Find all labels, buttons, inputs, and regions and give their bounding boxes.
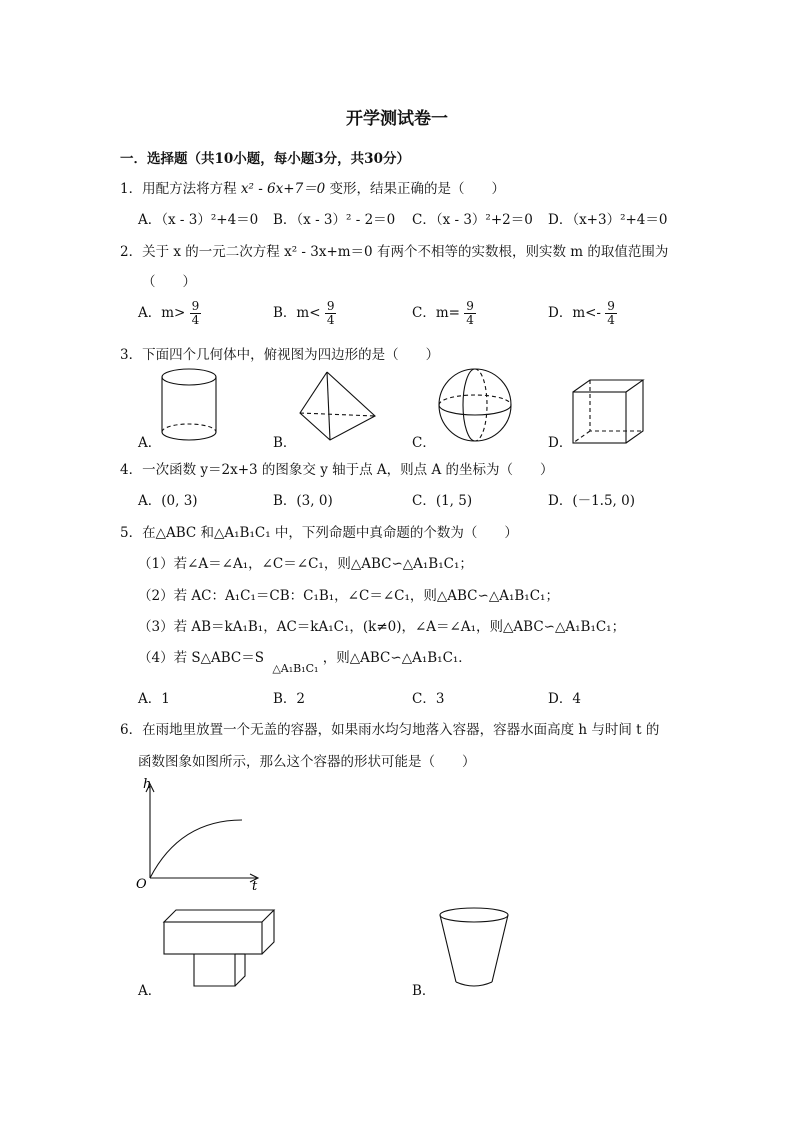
cup-container-icon (436, 906, 516, 990)
q5-item-3: （3）若 AB＝kA₁B₁，AC＝kA₁C₁，(k≠0)，∠A＝∠A₁，则△ABC∽△A₁B₁C₁； (138, 619, 626, 635)
axis-x-label: t (252, 879, 258, 894)
question-2-stem: 2．关于 x 的一元二次方程 x² - 3x+m＝0 有两个不相等的实数根，则实数 m 的取值范围为 (120, 244, 669, 260)
h-t-graph (130, 778, 270, 893)
q5-item-4-head: （4）若 S△ABC＝S (138, 650, 265, 666)
question-6-line-1: 6．在雨地里放置一个无盖的容器，如果雨水均匀地落入容器，容器水面高度 h 与时间 t 的 (120, 722, 660, 738)
q2-option-a-label: A．m> (138, 305, 186, 321)
t-shaped-container-icon (160, 908, 280, 990)
q5-item-4-tail: ，则△ABC∽△A₁B₁C₁． (322, 650, 472, 666)
q3-option-c[interactable]: C． (412, 435, 436, 451)
q1-prefix: 1．用配方法将方程 (120, 181, 241, 197)
denominator: 4 (607, 313, 615, 327)
question-4-stem: 4．一次函数 y＝2x+3 的图象交 y 轴于点 A，则点 A 的坐标为（ ） (120, 462, 554, 478)
q3-option-b[interactable]: B． (273, 435, 297, 451)
numerator: 9 (326, 299, 335, 313)
tetrahedron-icon (297, 370, 379, 446)
q5-item-2: （2）若 AC：A₁C₁＝CB：C₁B₁，∠C＝∠C₁，则△ABC∽△A₁B₁C₁； (138, 588, 559, 604)
section-heading: 一．选择题（共10小题，每小题3分，共30分） (120, 151, 410, 167)
fraction (464, 300, 476, 327)
origin-label: O (136, 877, 147, 892)
q1-suffix: 变形，结果正确的是（ ） (325, 181, 506, 197)
q1-option-a[interactable]: A．（x - 3）²+4＝0 (138, 212, 259, 228)
page-title: 开学测试卷一 (346, 109, 448, 129)
numerator: 9 (607, 299, 615, 313)
fraction (190, 300, 202, 327)
denominator: 4 (326, 313, 335, 327)
q1-option-c[interactable]: C．（x - 3）²+2＝0 (412, 212, 533, 228)
sphere-icon (437, 368, 513, 444)
q1-option-d[interactable]: D．（x+3）²+4＝0 (548, 212, 668, 228)
numerator: 9 (466, 299, 474, 313)
q5-item-1: （1）若∠A＝∠A₁，∠C＝∠C₁，则△ABC∽△A₁B₁C₁； (138, 556, 473, 572)
q3-option-d[interactable]: D． (548, 435, 573, 451)
q4-option-a[interactable]: A．(0, 3) (138, 493, 198, 509)
q5-option-a[interactable]: A．1 (138, 691, 170, 707)
q2-option-b[interactable] (273, 300, 336, 327)
q4-option-b[interactable]: B．(3, 0) (273, 493, 333, 509)
cylinder-icon (160, 368, 220, 444)
fraction (605, 300, 617, 327)
q6-option-b[interactable]: B． (412, 983, 436, 999)
q2-option-b-label: B．m< (273, 305, 321, 321)
q4-option-d[interactable]: D．(－1.5, 0) (548, 493, 635, 509)
fraction (325, 300, 337, 327)
question-3-stem: 3．下面四个几何体中，俯视图为四边形的是（ ） (120, 347, 440, 363)
denominator: 4 (191, 313, 200, 327)
axis-y-label: h (143, 777, 152, 792)
q1-equation: x² - 6x+7＝0 (240, 181, 326, 197)
q2-option-c[interactable] (412, 300, 476, 327)
denominator: 4 (466, 313, 474, 327)
q2-option-d-label: D．m<- (548, 305, 601, 321)
q2-option-c-label: C．m= (412, 305, 460, 321)
q5-option-d[interactable]: D．4 (548, 691, 581, 707)
q6-option-a[interactable]: A． (138, 983, 162, 999)
question-2-paren: （ ） (142, 274, 196, 290)
q5-item-4-subscript: △A₁B₁C₁ (272, 662, 319, 675)
q5-option-b[interactable]: B．2 (273, 691, 306, 707)
q3-option-a[interactable]: A． (138, 435, 162, 451)
numerator: 9 (191, 299, 200, 313)
q5-item-4 (138, 646, 472, 675)
q2-option-d[interactable] (548, 300, 617, 327)
q2-option-a[interactable] (138, 300, 201, 327)
question-5-stem: 5．在△ABC 和△A₁B₁C₁ 中，下列命题中真命题的个数为（ ） (120, 525, 518, 541)
q4-option-c[interactable]: C．(1, 5) (412, 493, 473, 509)
q1-option-b[interactable]: B．（x - 3）² - 2＝0 (273, 212, 396, 228)
question-1-stem (120, 177, 505, 197)
q5-option-c[interactable]: C．3 (412, 691, 445, 707)
question-6-line-2: 函数图象如图所示，那么这个容器的形状可能是（ ） (138, 754, 476, 770)
cube-icon (570, 378, 650, 448)
